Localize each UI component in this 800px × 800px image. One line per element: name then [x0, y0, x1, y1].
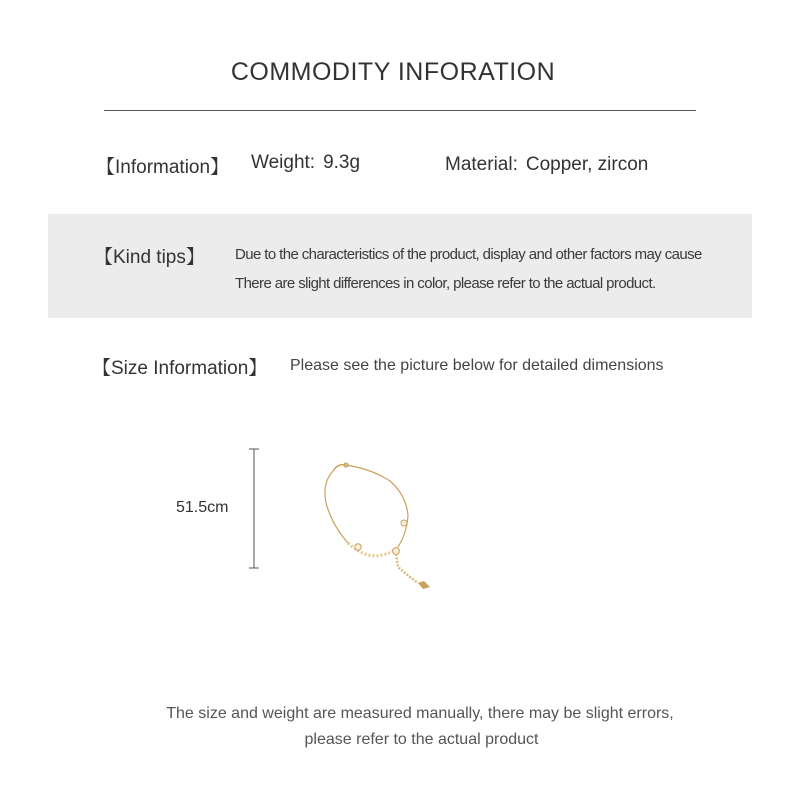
footer-note-line-1: The size and weight are measured manually, there may be slight errors,	[166, 705, 674, 722]
kind-tips-line-1: Due to the characteristics of the product, display and other factors may cause	[235, 246, 702, 263]
page-title: COMMODITY INFORATION	[230, 58, 556, 86]
weight-value: 9.3g	[323, 152, 361, 173]
kind-tips-panel	[48, 214, 752, 318]
weight-label: Weight:	[251, 152, 316, 173]
material-value: Copper, zircon	[525, 154, 649, 175]
kind-tips-label: 【Kind tips】	[94, 247, 205, 268]
size-information-text: Please see the picture below for detailed dimensions	[290, 357, 664, 374]
necklace-image	[310, 455, 450, 595]
title-divider	[104, 110, 696, 111]
weight-field	[251, 152, 360, 174]
size-information-label: 【Size Information】	[92, 358, 268, 379]
kind-tips-line-2: There are slight differences in color, please refer to the actual product.	[235, 275, 656, 292]
dimension-value: 51.5cm	[176, 499, 229, 516]
material-field	[445, 154, 648, 176]
footer-note-line-2: please refer to the actual product	[304, 731, 539, 748]
material-label: Material:	[445, 154, 518, 175]
information-label: 【Information】	[96, 157, 230, 178]
